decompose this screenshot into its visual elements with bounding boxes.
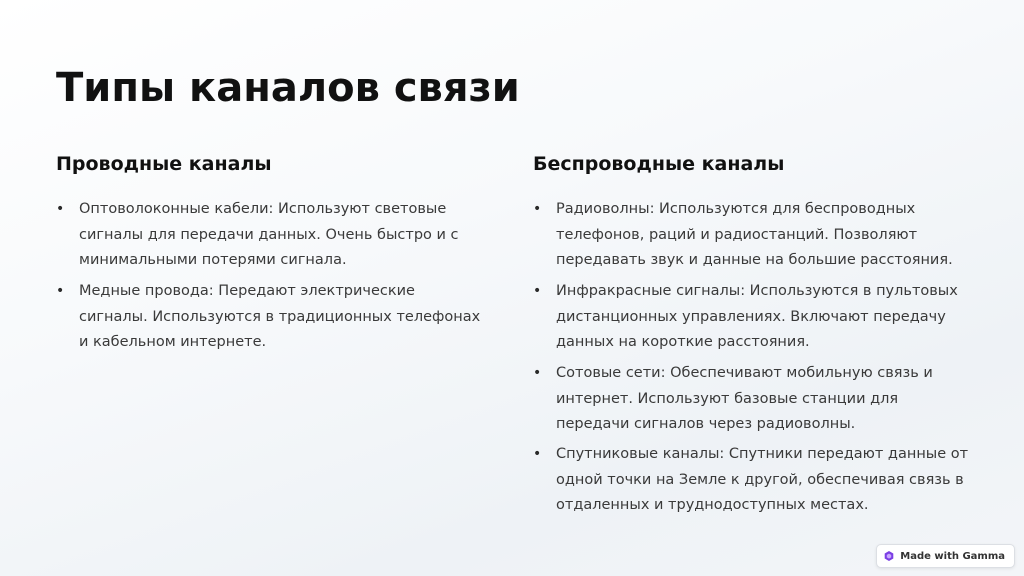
bullet-icon: • bbox=[533, 201, 542, 217]
gamma-logo-icon bbox=[884, 551, 894, 561]
slide-title: Типы каналов связи bbox=[56, 65, 520, 111]
list-item-text: Медные провода: Передают электрические сигналы. Используются в традиционных телефонах и кабельном интернете. bbox=[79, 283, 481, 350]
list-item-text: Радиоволны: Используются для беспроводных телефонов, раций и радиостанций. Позволяют передавать звук и данные на большие расстояния. bbox=[556, 201, 953, 268]
bullet-icon: • bbox=[533, 365, 542, 381]
list-item-text: Сотовые сети: Обеспечивают мобильную связь и интернет. Используют базовые станции для передачи сигналов через радиоволны. bbox=[556, 365, 933, 432]
bullet-icon: • bbox=[56, 201, 65, 217]
badge-label: Made with Gamma bbox=[900, 550, 1005, 562]
bullet-icon: • bbox=[56, 283, 65, 299]
list-item bbox=[56, 197, 486, 274]
wired-channels-heading: Проводные каналы bbox=[56, 153, 272, 175]
list-item bbox=[533, 361, 973, 438]
list-item-text: Оптоволоконные кабели: Используют световые сигналы для передачи данных. Очень быстро и с минимальными потерями сигнала. bbox=[79, 201, 459, 268]
list-item bbox=[533, 279, 973, 356]
wired-channels-column bbox=[56, 150, 486, 350]
list-item-text: Спутниковые каналы: Спутники передают данные от одной точки на Земле к другой, обеспечивая связь в отдаленных и труднодоступных местах. bbox=[556, 446, 969, 513]
list-item bbox=[533, 442, 973, 519]
wireless-channels-column bbox=[533, 150, 973, 513]
list-item bbox=[56, 279, 486, 356]
bullet-icon: • bbox=[533, 446, 542, 462]
list-item-text: Инфракрасные сигналы: Используются в пультовых дистанционных управлениях. Включают передачу данных на короткие расстояния. bbox=[556, 283, 958, 350]
made-with-gamma-badge[interactable] bbox=[876, 544, 1015, 568]
bullet-icon: • bbox=[533, 283, 542, 299]
wireless-channels-heading: Беспроводные каналы bbox=[533, 153, 785, 175]
list-item bbox=[533, 197, 973, 274]
